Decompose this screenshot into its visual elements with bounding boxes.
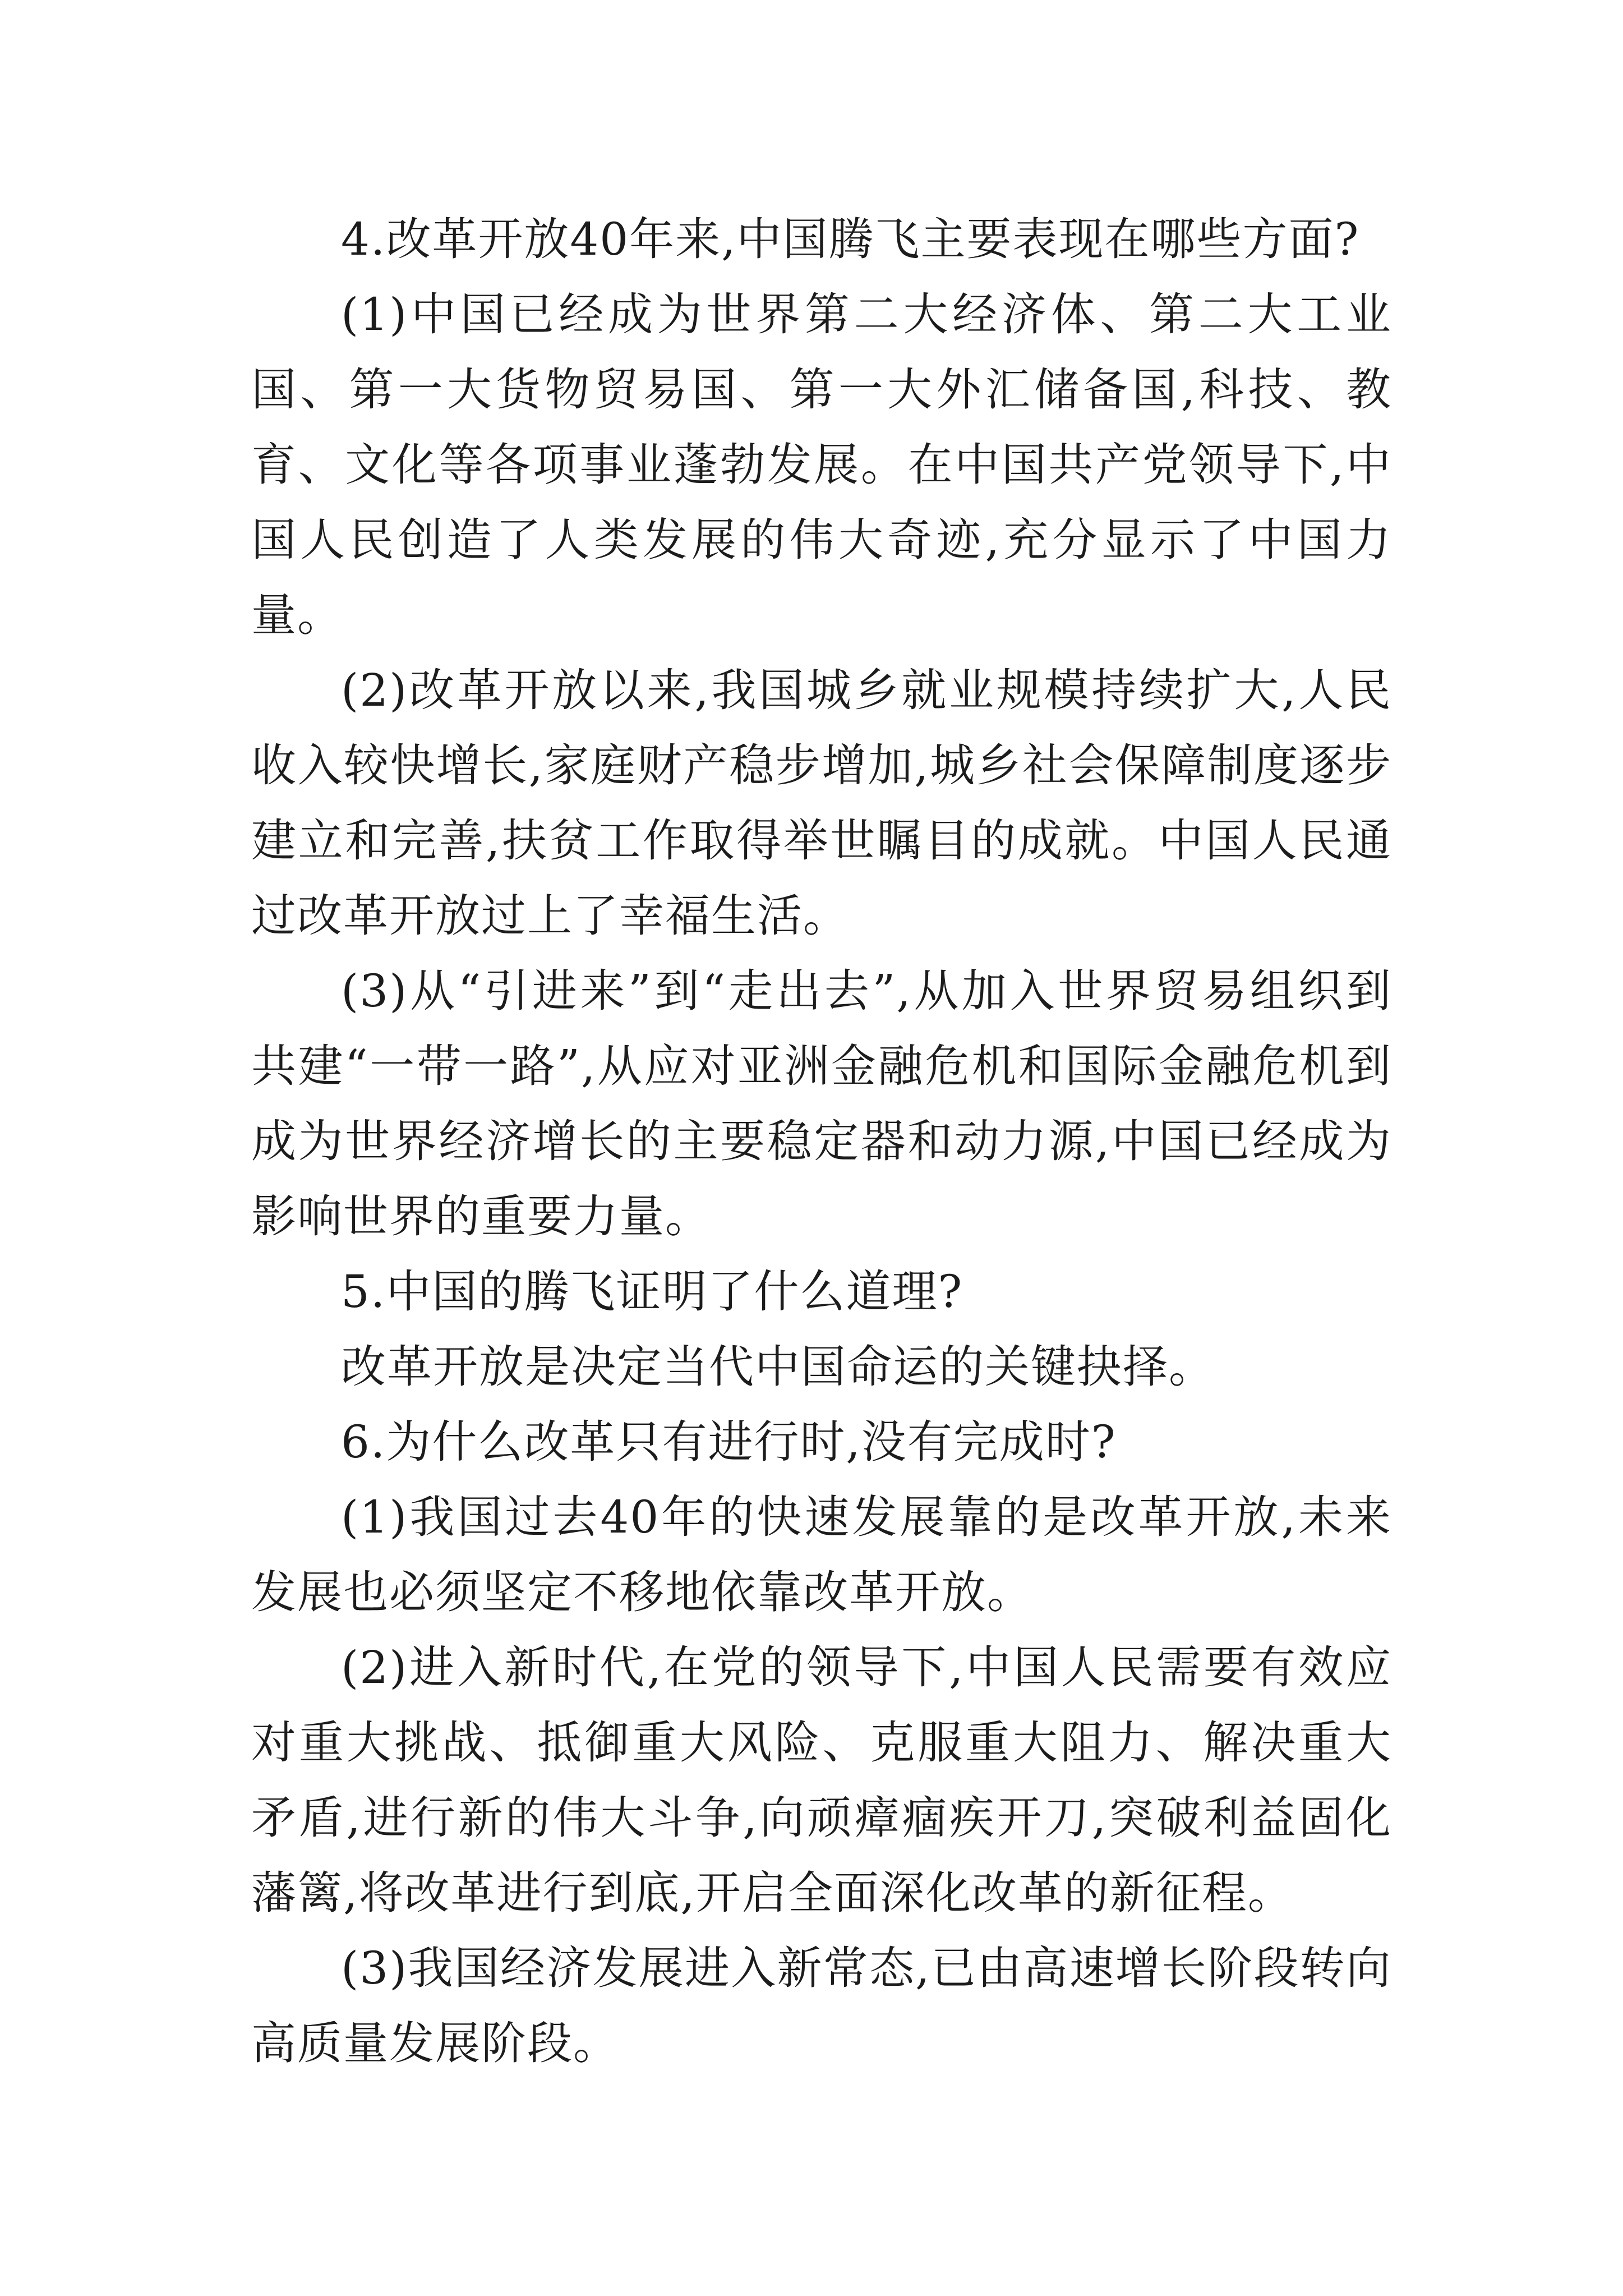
answer-6-point-2: (2)进入新时代,在党的领导下,中国人民需要有效应对重大挑战、抵御重大风险、克服重大阻力、解决重大矛盾,进行新的伟大斗争,向顽瘴痼疾开刀,突破利益固化藩篱,将改革进行到底,开启全面深化改革的新征程。 [251, 1641, 1392, 1919]
question-4: 4.改革开放40年来,中国腾飞主要表现在哪些方面? [341, 213, 1360, 265]
answer-5: 改革开放是决定当代中国命运的关键抉择。 [341, 1341, 1215, 1393]
answer-6-point-1: (1)我国过去40年的快速发展靠的是改革开放,未来发展也必须坚定不移地依靠改革开放。 [251, 1491, 1392, 1618]
question-5: 5.中国的腾飞证明了什么道理? [341, 1266, 963, 1318]
answer-4-point-1: (1)中国已经成为世界第二大经济体、第二大工业国、第一大货物贸易国、第一大外汇储备国,科技、教育、文化等各项事业蓬勃发展。在中国共产党领导下,中国人民创造了人类发展的伟大奇迹,充分显示了中国力量。 [251, 288, 1392, 641]
answer-6-point-3: (3)我国经济发展进入新常态,已由高速增长阶段转向高质量发展阶段。 [251, 1942, 1392, 2069]
answer-4-point-2: (2)改革开放以来,我国城乡就业规模持续扩大,人民收入较快增长,家庭财产稳步增加,城乡社会保障制度逐步建立和完善,扶贫工作取得举世瞩目的成就。中国人民通过改革开放过上了幸福生活。 [251, 664, 1392, 942]
question-6: 6.为什么改革只有进行时,没有完成时? [341, 1416, 1117, 1468]
answer-4-point-3: (3)从“引进来”到“走出去”,从加入世界贸易组织到共建“一带一路”,从应对亚洲金融危机和国际金融危机到成为世界经济增长的主要稳定器和动力源,中国已经成为影响世界的重要力量。 [251, 965, 1392, 1243]
document-body [251, 202, 1392, 2081]
